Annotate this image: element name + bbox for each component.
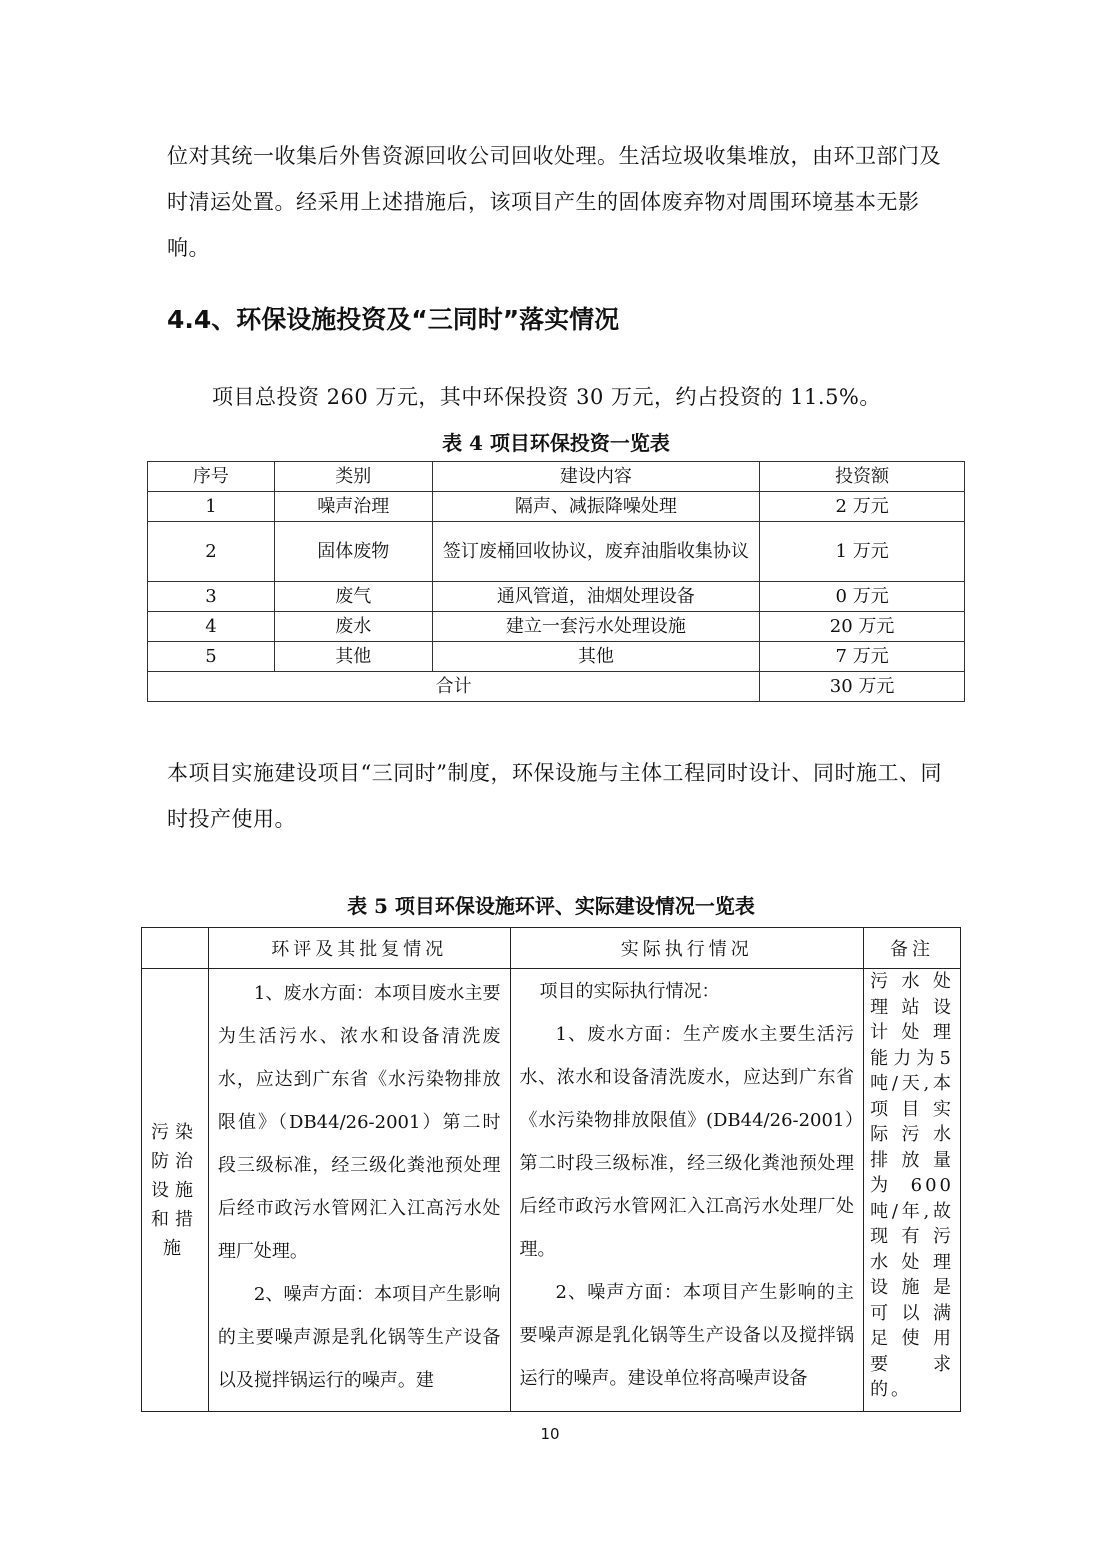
eia-cell (208, 969, 510, 1412)
row-category: 废水 (274, 612, 432, 642)
table5-header-cell: 环评及其批复情况 (208, 928, 510, 969)
total-label: 合计 (148, 672, 760, 702)
eia-paragraph: 2、噪声方面：本项目产生影响的主要噪声源是乳化锅等生产设备以及搅拌锅运行的噪声。建 (217, 1284, 501, 1391)
three-simultaneous-paragraph: 本项目实施建设项目“三同时”制度，环保设施与主体工程同时设计、同时施工、同时投产使用。 (167, 761, 942, 831)
row-content: 签订废桶回收协议，废弃油脂收集协议 (432, 522, 760, 582)
table4-header-cell: 类别 (274, 462, 432, 492)
row-amount: 2 万元 (760, 492, 965, 522)
table4-header-cell: 建设内容 (432, 462, 760, 492)
table4-header-row (148, 462, 965, 492)
table5 (141, 927, 961, 1412)
row-number: 3 (148, 582, 275, 612)
page-number: 10 (540, 1425, 560, 1443)
table5-header-cell: 备注 (864, 928, 961, 969)
actual-paragraph: 1、废水方面：生产废水主要生活污水、浓水和设备清洗废水，应达到广东省《水污染物排放限值》(DB44/26-2001）第二时段三级标准，经三级化粪池预处理后经市政污水管网汇入江高污水处理厂处理。 (519, 1024, 855, 1260)
actual-intro: 项目的实际执行情况： (539, 981, 720, 1002)
investment-paragraph: 项目总投资 260 万元，其中环保投资 30 万元，约占投资的 11.5%。 (212, 385, 881, 409)
note-cell: 污水处理站设计处理能力为5吨/天,本项目实际污水排放量为600吨/年,故现有污水处理设施是可以满足使用要求的。 (864, 969, 961, 1412)
table-row (148, 492, 965, 522)
total-amount: 30 万元 (760, 672, 965, 702)
table5-header-cell: 实际执行情况 (510, 928, 864, 969)
actual-paragraph: 2、噪声方面：本项目产生影响的主要噪声源是乳化锅等生产设备以及搅拌锅运行的噪声。建设单位将高噪声设备 (519, 1282, 855, 1389)
row-content: 其他 (432, 642, 760, 672)
actual-cell (510, 969, 864, 1412)
row-category: 其他 (274, 642, 432, 672)
table-row (148, 642, 965, 672)
row-category: 废气 (274, 582, 432, 612)
row-number: 5 (148, 642, 275, 672)
row-amount: 7 万元 (760, 642, 965, 672)
table4-total-row (148, 672, 965, 702)
table-row (142, 969, 961, 1412)
row-amount: 20 万元 (760, 612, 965, 642)
row-content: 通风管道，油烟处理设备 (432, 582, 760, 612)
table-row (148, 582, 965, 612)
row-category: 固体废物 (274, 522, 432, 582)
row-category: 噪声治理 (274, 492, 432, 522)
table4-caption: 表 4 项目环保投资一览表 (442, 431, 670, 455)
row-number: 1 (148, 492, 275, 522)
category-cell: 污染防治设施和措施 (142, 969, 209, 1412)
table-row (148, 612, 965, 642)
table-row (148, 522, 965, 582)
table4-header-cell: 投资额 (760, 462, 965, 492)
row-amount: 0 万元 (760, 582, 965, 612)
table4 (147, 461, 965, 702)
table5-header-cell (142, 928, 209, 969)
table5-header-row (142, 928, 961, 969)
row-amount: 1 万元 (760, 522, 965, 582)
section-heading: 4.4、环保设施投资及“三同时”落实情况 (167, 305, 620, 334)
eia-paragraph: 1、废水方面：本项目废水主要为生活污水、浓水和设备清洗废水，应达到广东省《水污染物排放限值》（DB44/26-2001）第二时段三级标准，经三级化粪池预处理后经市政污水管网汇入江高污水处理厂处理。 (217, 983, 501, 1262)
row-number: 2 (148, 522, 275, 582)
row-content: 隔声、减振降噪处理 (432, 492, 760, 522)
table4-header-cell: 序号 (148, 462, 275, 492)
table5-caption: 表 5 项目环保设施环评、实际建设情况一览表 (347, 894, 755, 918)
row-number: 4 (148, 612, 275, 642)
row-content: 建立一套污水处理设施 (432, 612, 760, 642)
intro-paragraph: 位对其统一收集后外售资源回收公司回收处理。生活垃圾收集堆放，由环卫部门及时清运处置。经采用上述措施后，该项目产生的固体废弃物对周围环境基本无影响。 (167, 144, 941, 260)
